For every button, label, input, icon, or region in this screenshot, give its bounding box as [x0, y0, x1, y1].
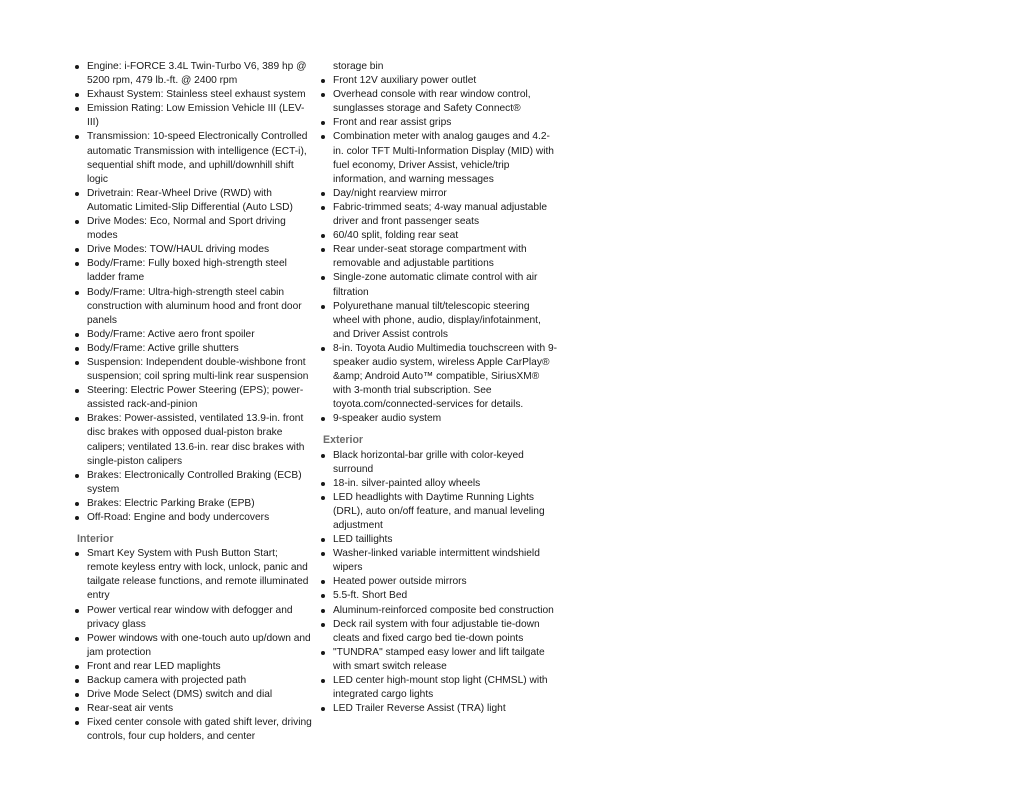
list-item: Suspension: Independent double-wishbone front suspension; coil spring multi-link rear suspension [72, 356, 312, 384]
list-item: Brakes: Electric Parking Brake (EPB) [72, 497, 312, 511]
list-item: Power windows with one-touch auto up/down and jam protection [72, 632, 312, 660]
list-item: Backup camera with projected path [72, 674, 312, 688]
list-item: LED center high-mount stop light (CHMSL) with integrated cargo lights [318, 674, 558, 702]
list-item: Fabric-trimmed seats; 4-way manual adjustable driver and front passenger seats [318, 201, 558, 229]
right-column [318, 60, 558, 716]
list-item: Drive Modes: Eco, Normal and Sport driving modes [72, 215, 312, 243]
list-item: Black horizontal-bar grille with color-keyed surround [318, 449, 558, 477]
list-item: Drivetrain: Rear-Wheel Drive (RWD) with Automatic Limited-Slip Differential (Auto LSD) [72, 187, 312, 215]
list-item: Combination meter with analog gauges and 4.2-in. color TFT Multi-Information Display (MID) with fuel economy, Driver Assist, vehicle/trip information, and warning messages [318, 130, 558, 186]
list-item: Transmission: 10-speed Electronically Controlled automatic Transmission with intelligence (ECT-i), sequential shift mode, and uphill/downhill shift logic [72, 130, 312, 186]
list-item: Drive Mode Select (DMS) switch and dial [72, 688, 312, 702]
list-item: Brakes: Electronically Controlled Braking (ECB) system [72, 469, 312, 497]
list-item: Deck rail system with four adjustable tie-down cleats and fixed cargo bed tie-down points [318, 618, 558, 646]
list-item: Exhaust System: Stainless steel exhaust system [72, 88, 312, 102]
list-item: "TUNDRA" stamped easy lower and lift tailgate with smart switch release [318, 646, 558, 674]
list-item: Power vertical rear window with defogger and privacy glass [72, 604, 312, 632]
list-item: Body/Frame: Active grille shutters [72, 342, 312, 356]
list-item: Emission Rating: Low Emission Vehicle III (LEV-III) [72, 102, 312, 130]
list-item-continuation: storage bin [333, 61, 384, 72]
list-item: Single-zone automatic climate control with air filtration [318, 271, 558, 299]
list-item: Aluminum-reinforced composite bed construction [318, 604, 558, 618]
list-item: Overhead console with rear window control, sunglasses storage and Safety Connect® [318, 88, 558, 116]
list-item: 60/40 split, folding rear seat [318, 229, 558, 243]
list-item: 18-in. silver-painted alloy wheels [318, 477, 558, 491]
list-item: Steering: Electric Power Steering (EPS); power-assisted rack-and-pinion [72, 384, 312, 412]
mechanical-list [72, 60, 312, 525]
list-item: Front 12V auxiliary power outlet [318, 74, 558, 88]
list-item: Rear-seat air vents [72, 702, 312, 716]
list-item: Body/Frame: Fully boxed high-strength steel ladder frame [72, 257, 312, 285]
exterior-list [318, 449, 558, 717]
list-item: LED taillights [318, 533, 558, 547]
list-item: 9-speaker audio system [318, 412, 558, 426]
list-item: 8-in. Toyota Audio Multimedia touchscreen with 9-speaker audio system, wireless Apple CarPlay® &amp; Android Auto™ compatible, SiriusXM® with 3-month trial subscription. See toyota.com/connected-services for details. [318, 342, 558, 412]
list-item: Engine: i-FORCE 3.4L Twin-Turbo V6, 389 hp @ 5200 rpm, 479 lb.-ft. @ 2400 rpm [72, 60, 312, 88]
list-item: Brakes: Power-assisted, ventilated 13.9-in. front disc brakes with opposed dual-piston brake calipers; ventilated 13.6-in. rear disc brakes with single-piston calipers [72, 412, 312, 468]
list-item: Front and rear assist grips [318, 116, 558, 130]
section-heading-exterior: Exterior [323, 434, 364, 447]
interior-list [72, 547, 312, 744]
list-item: Off-Road: Engine and body undercovers [72, 511, 312, 525]
list-item: Day/night rearview mirror [318, 187, 558, 201]
list-item: Rear under-seat storage compartment with removable and adjustable partitions [318, 243, 558, 271]
list-item: 5.5-ft. Short Bed [318, 589, 558, 603]
list-item: Heated power outside mirrors [318, 575, 558, 589]
list-item: Body/Frame: Ultra-high-strength steel cabin construction with aluminum hood and front door panels [72, 286, 312, 328]
list-item: Smart Key System with Push Button Start; remote keyless entry with lock, unlock, panic and tailgate release functions, and remote illuminated entry [72, 547, 312, 603]
interior-list-continued [318, 60, 558, 426]
list-item: LED Trailer Reverse Assist (TRA) light [318, 702, 558, 716]
list-item: Body/Frame: Active aero front spoiler [72, 328, 312, 342]
list-item: Drive Modes: TOW/HAUL driving modes [72, 243, 312, 257]
list-item: Front and rear LED maplights [72, 660, 312, 674]
list-item: Washer-linked variable intermittent windshield wipers [318, 547, 558, 575]
list-item: Fixed center console with gated shift lever, driving controls, four cup holders, and center [72, 716, 312, 744]
list-item: Polyurethane manual tilt/telescopic steering wheel with phone, audio, display/infotainment, and Driver Assist controls [318, 300, 558, 342]
left-column [72, 60, 312, 745]
list-item: LED headlights with Daytime Running Lights (DRL), auto on/off feature, and manual leveling adjustment [318, 491, 558, 533]
section-heading-interior: Interior [77, 533, 114, 546]
